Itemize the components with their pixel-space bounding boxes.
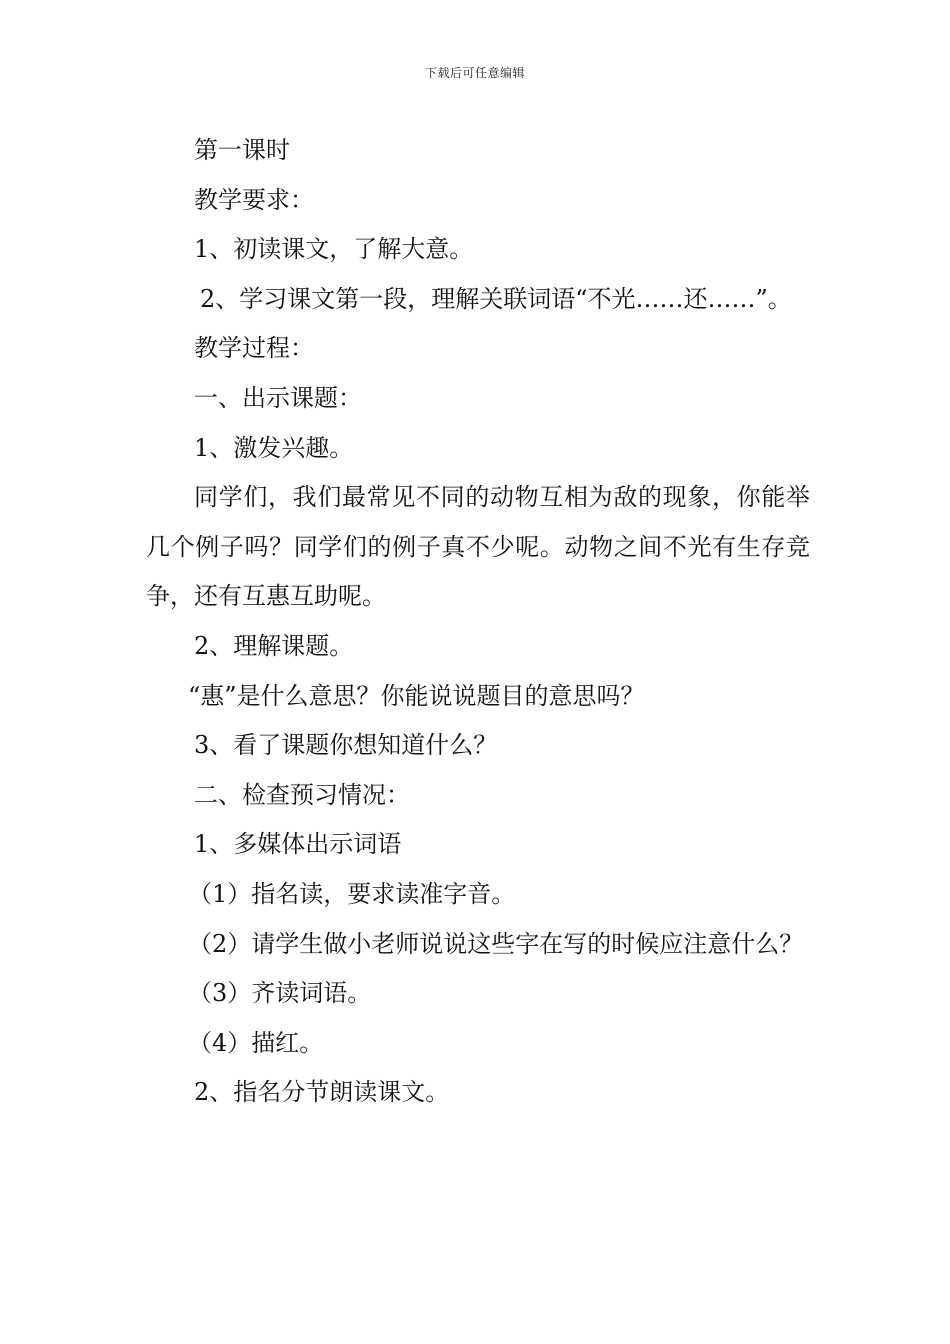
step-heading: 一、出示课题： — [194, 383, 362, 412]
sub-item: （4）描红。 — [188, 1028, 324, 1057]
paragraph: “惠”是什么意思？你能说说题目的意思吗？ — [188, 681, 645, 710]
step-item: 1、激发兴趣。 — [194, 433, 354, 462]
section-heading-process: 教学过程： — [194, 334, 314, 363]
document-body — [146, 126, 810, 1118]
sub-item: （2）请学生做小老师说说这些字在写的时候应注意什么？ — [188, 929, 804, 958]
page-header: 下载后可任意编辑 — [424, 66, 525, 80]
step-item: 1、多媒体出示词语 — [194, 830, 402, 859]
section-heading-requirements: 教学要求： — [194, 185, 314, 214]
requirement-item: 1、初读课文，了解大意。 — [194, 235, 474, 264]
sub-item: （3）齐读词语。 — [188, 979, 372, 1008]
paragraph: 同学们，我们最常见不同的动物互相为敌的现象，你能举几个例子吗？同学们的例子真不少呢。动物之间不光有生存竞争，还有互惠互助呢。 — [146, 483, 810, 611]
step-heading: 二、检查预习情况： — [194, 780, 410, 809]
lesson-title: 第一课时 — [194, 136, 290, 164]
requirement-item: 2、学习课文第一段，理解关联词语“不光……还……”。 — [200, 284, 792, 313]
step-item: 3、看了课题你想知道什么？ — [194, 731, 498, 760]
sub-item: （1）指名读，要求读准字音。 — [188, 879, 516, 908]
step-item: 2、指名分节朗读课文。 — [194, 1078, 450, 1107]
step-item: 2、理解课题。 — [194, 631, 354, 660]
